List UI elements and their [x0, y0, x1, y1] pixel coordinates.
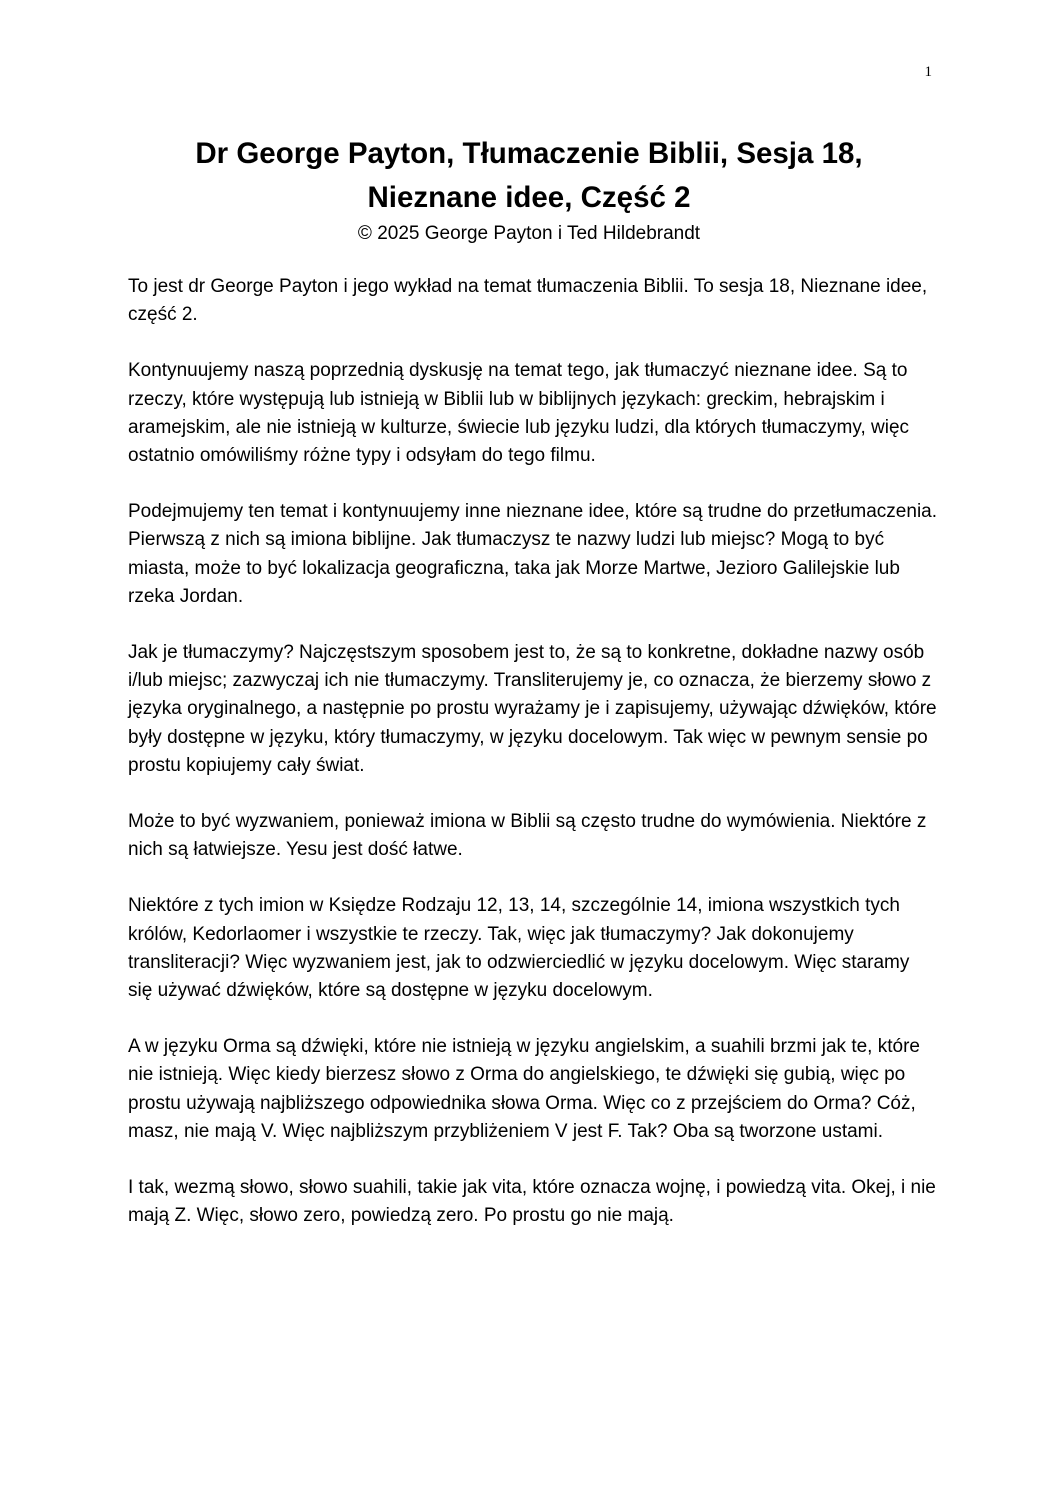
copyright-notice: © 2025 George Payton i Ted Hildebrandt [357, 223, 701, 244]
paragraph: Podejmujemy ten temat i kontynuujemy inne nieznane idee, które są trudne do przetłumaczenia. Pierwszą z nich są imiona biblijne. Jak tłumaczysz te nazwy ludzi lub miejsc? Mogą to być miasta, może to być lokalizacja geograficzna, taka jak Morze Martwe, Jezioro Galilejskie lub rzeka Jordan. [128, 501, 938, 607]
document-body [128, 273, 938, 1258]
document-title [0, 132, 1058, 220]
paragraph: To jest dr George Payton i jego wykład na temat tłumaczenia Biblii. To sesja 18, Nieznane idee, część 2. [128, 276, 928, 326]
paragraph: Niektóre z tych imion w Księdze Rodzaju 12, 13, 14, szczególnie 14, imiona wszystkich tych królów, Kedorlaomer i wszystkie te rzeczy. Tak, więc jak tłumaczymy? Jak dokonujemy transliteracji? Więc wyzwaniem jest, jak to odzwierciedlić w języku docelowym. Więc staramy się używać dźwięków, które są dostępne w języku docelowym. [128, 895, 910, 1002]
page-number: 1 [924, 64, 932, 80]
title-line-1: Dr George Payton, Tłumaczenie Biblii, Sesja 18, [195, 137, 863, 170]
paragraph: I tak, wezmą słowo, słowo suahili, takie jak vita, które oznacza wojnę, i powiedzą vita. Okej, i nie mają Z. Więc, słowo zero, powiedzą zero. Po prostu go nie mają. [128, 1177, 936, 1227]
paragraph: Jak je tłumaczymy? Najczęstszym sposobem jest to, że są to konkretne, dokładne nazwy osób i/lub miejsc; zazwyczaj ich nie tłumaczymy. Transliterujemy je, co oznacza, że bierzemy słowo z języka oryginalnego, a następnie po prostu wyrażamy je i zapisujemy, używając dźwięków, które były dostępne w języku, który tłumaczymy, w języku docelowym. Tak więc w pewnym sensie po prostu kopiujemy cały świat. [128, 642, 937, 776]
paragraph: Kontynuujemy naszą poprzednią dyskusję na temat tego, jak tłumaczyć nieznane idee. Są to rzeczy, które występują lub istnieją w Biblii lub w biblijnych językach: greckim, hebrajskim i aramejskim, ale nie istnieją w kulturze, świecie lub języku ludzi, dla których tłumaczymy, więc ostatnio omówiliśmy różne typy i odsyłam do tego filmu. [128, 360, 910, 467]
paragraph: Może to być wyzwaniem, ponieważ imiona w Biblii są często trudne do wymówienia. Niektóre z nich są łatwiejsze. Yesu jest dość łatwe. [128, 811, 927, 861]
title-line-2: Nieznane idee, Część 2 [367, 181, 691, 214]
paragraph: A w języku Orma są dźwięki, które nie istnieją w języku angielskim, a suahili brzmi jak te, które nie istnieją. Więc kiedy bierzesz słowo z Orma do angielskiego, te dźwięki się gubią, więc po prostu używają najbliższego odpowiednika słowa Orma. Więc co z przejściem do Orma? Cóż, masz, nie mają V. Więc najbliższym przybliżeniem V jest F. Tak? Oba są tworzone ustami. [128, 1036, 920, 1142]
